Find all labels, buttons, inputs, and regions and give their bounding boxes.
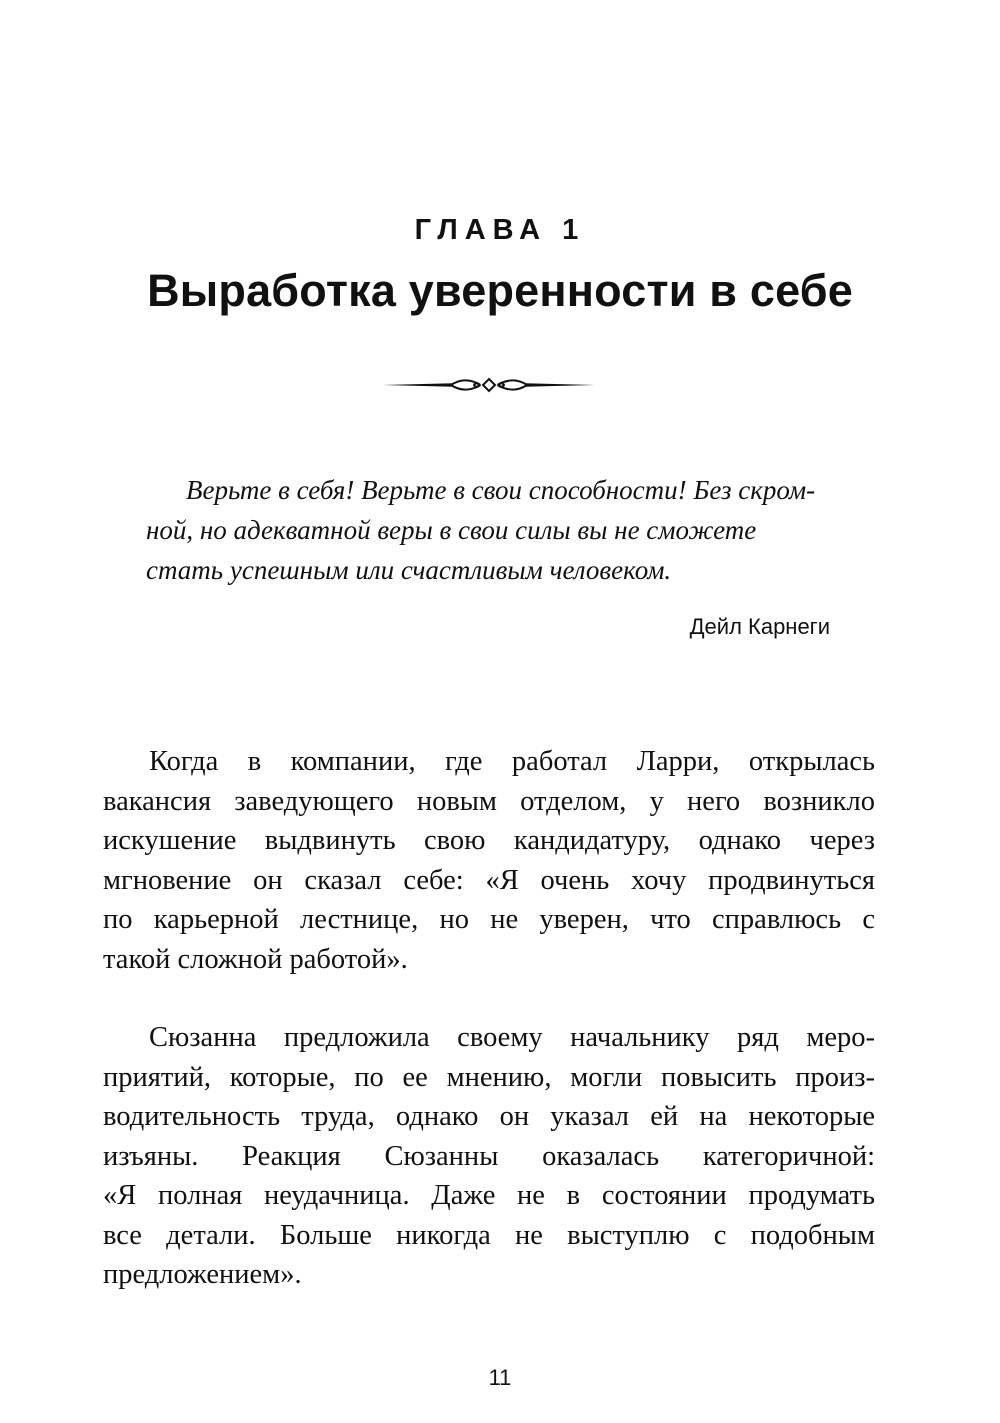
chapter-title: Выработка уверенности в себе (147, 265, 853, 316)
page-number: 11 (488, 1365, 512, 1390)
paragraph-line: водительность труда, однако он указал ей на некоторые (103, 1101, 875, 1132)
paragraph-line: мгновение он сказал себе: «Я очень хочу продвинуться (103, 864, 875, 896)
paragraph-line: Сюзанна предложила своему начальнику ряд меро- (149, 1022, 875, 1053)
paragraph-line: все детали. Больше никогда не выступлю с подобным (103, 1219, 875, 1251)
paragraph-susanna (103, 1018, 875, 1295)
paragraph-line: изъяны. Реакция Сюзанны оказалась категоричной: (103, 1140, 875, 1172)
paragraph-line: искушение выдвинуть свою кандидатуру, однако через (103, 825, 875, 856)
paragraph-line: «Я полная неудачница. Даже не в состоянии продумать (103, 1180, 875, 1211)
epigraph-author: Дейл Карнеги (689, 614, 830, 639)
paragraph-line: Когда в компании, где работал Ларри, открылась (149, 746, 875, 777)
epigraph (146, 470, 834, 590)
epigraph-line: Верьте в себя! Верьте в свои способности! Без скром- (186, 475, 816, 505)
paragraph-larry (103, 742, 875, 979)
paragraph-line: такой сложной работой». (103, 943, 408, 975)
paragraph-line: по карьерной лестнице, но не уверен, что справлюсь с (103, 904, 875, 935)
epigraph-line: ной, но адекватной веры в свои силы вы не сможете (146, 515, 757, 545)
chapter-label: ГЛАВА 1 (414, 214, 586, 246)
ornamental-divider-icon (383, 376, 595, 394)
epigraph-line: стать успешным или счастливым человеком. (146, 555, 672, 585)
paragraph-line: вакансия заведующего новым отделом, у него возникло (103, 785, 875, 817)
paragraph-line: приятий, которые, по ее мнению, могли повысить произ- (103, 1061, 875, 1093)
paragraph-line: предложением». (103, 1259, 302, 1290)
